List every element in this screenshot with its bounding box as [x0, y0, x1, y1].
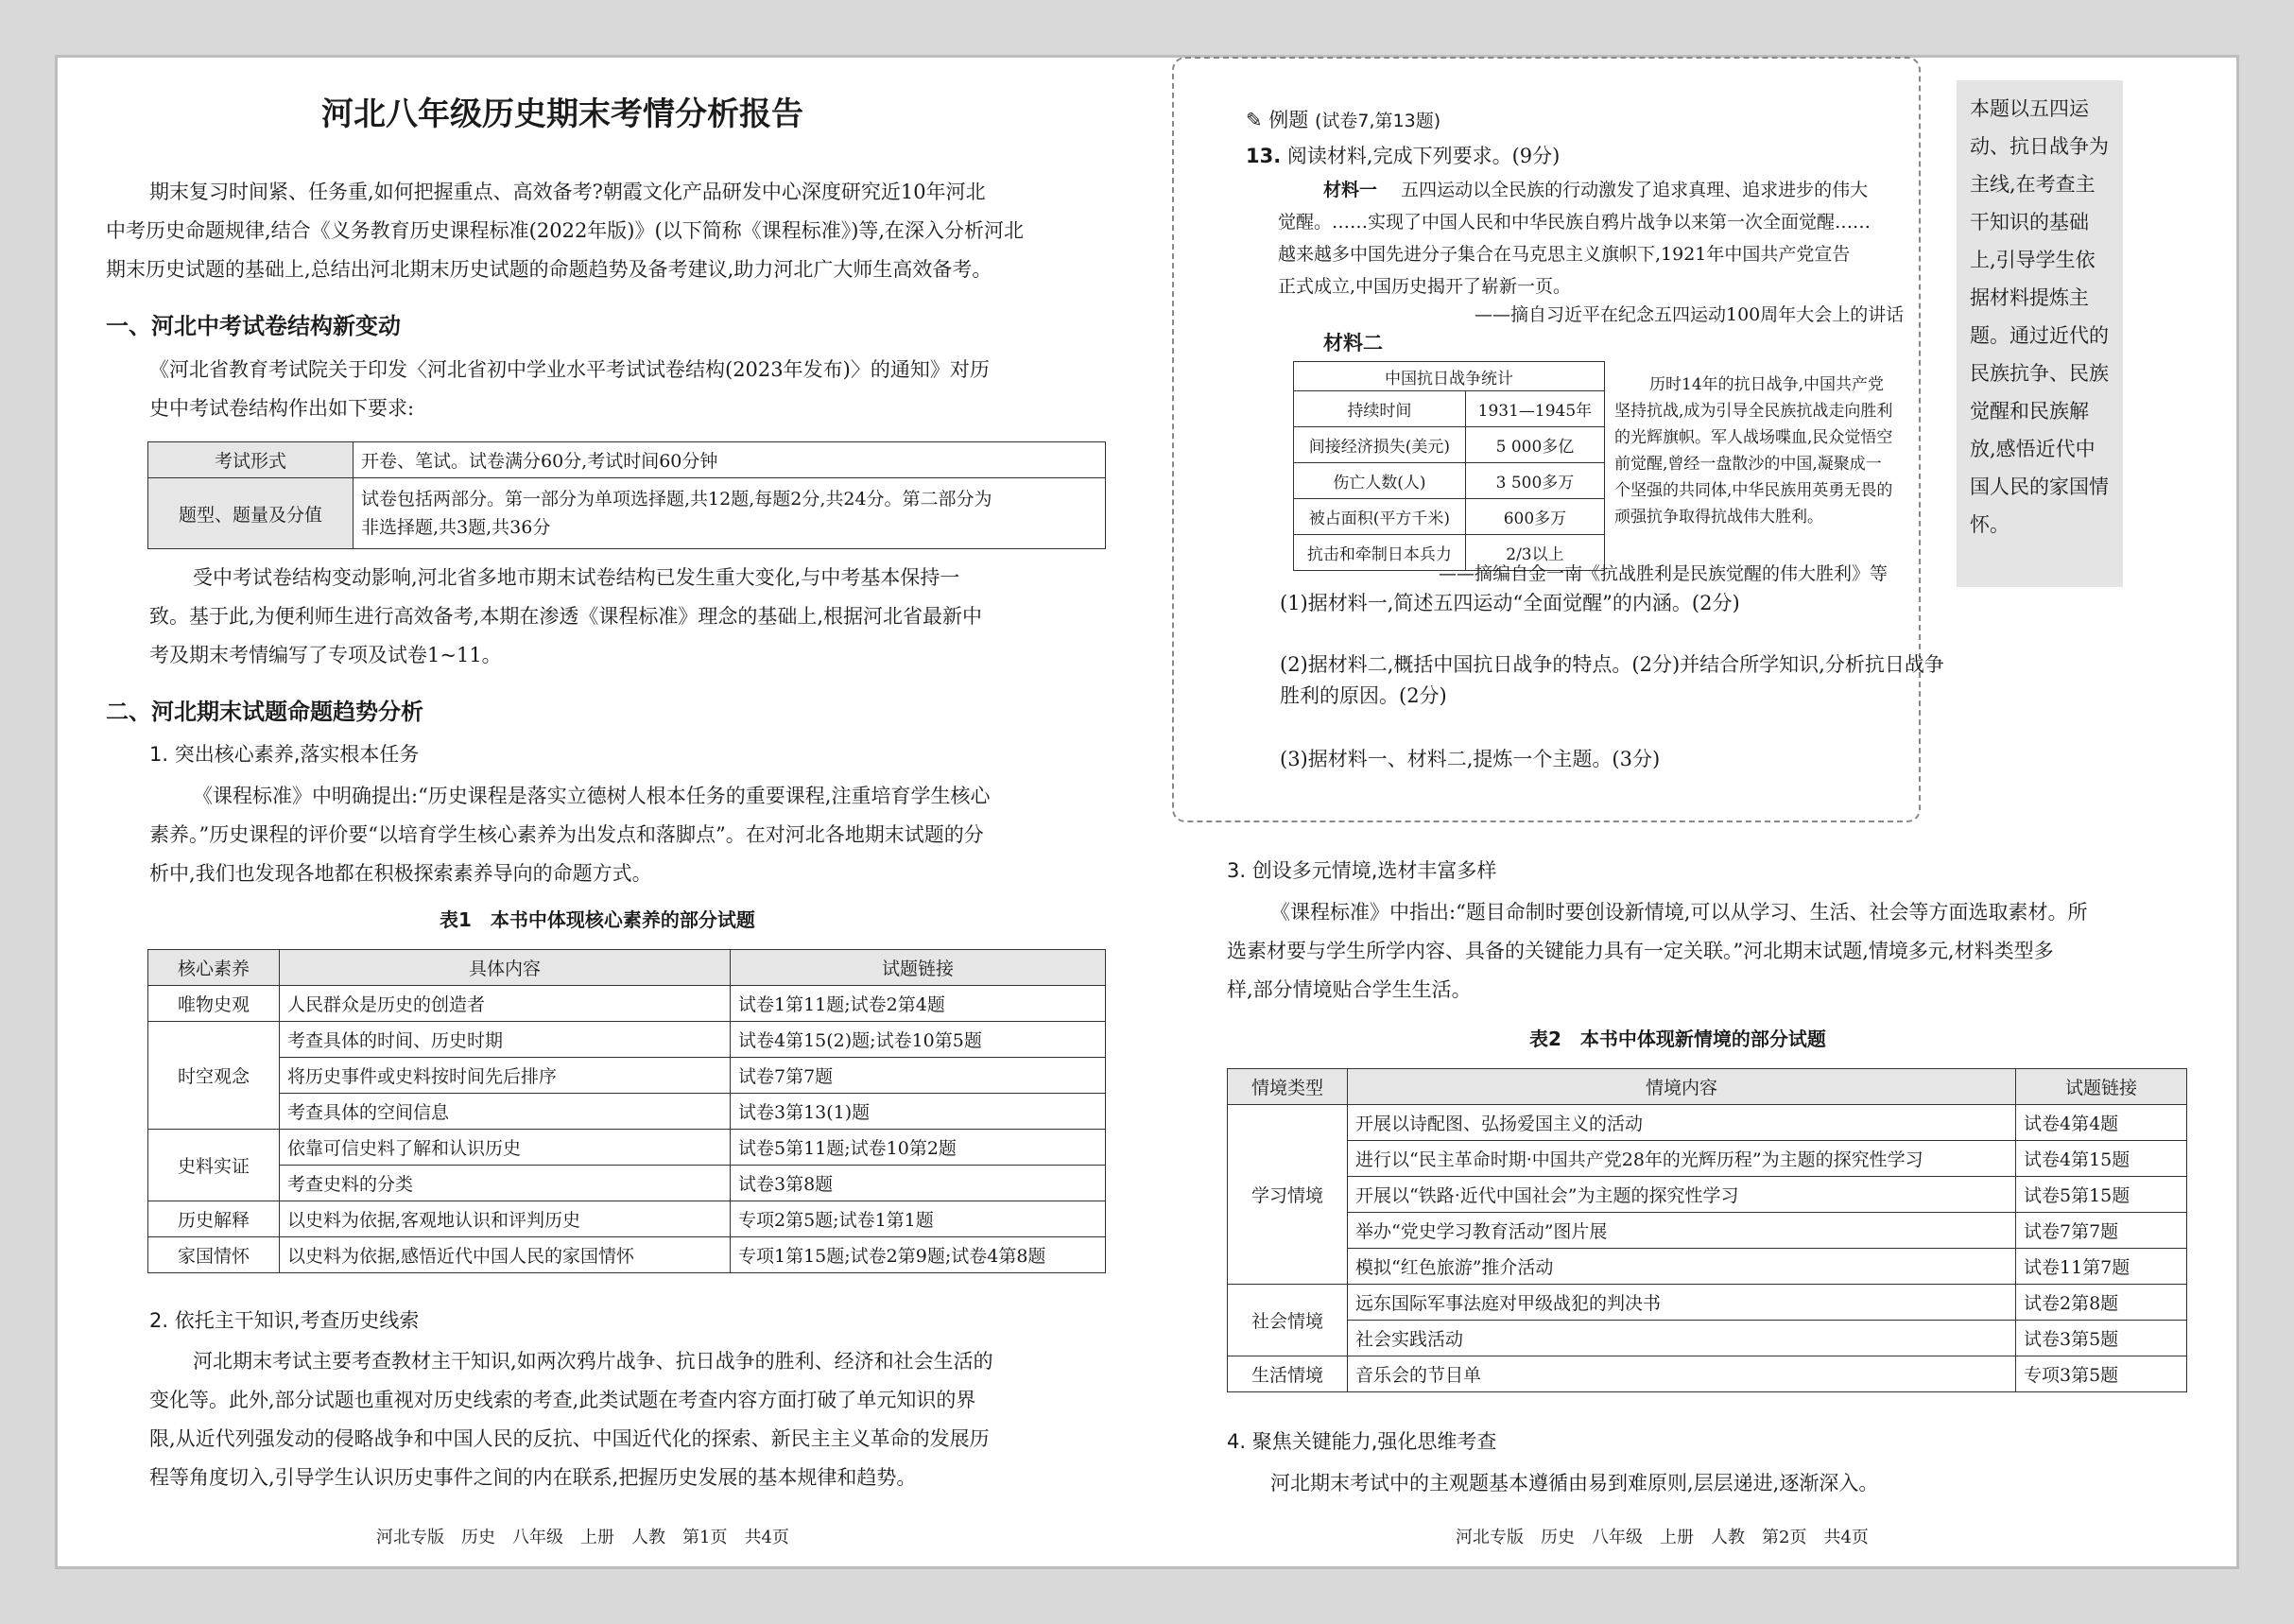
table-cell: 考查具体的时间、历史时期: [280, 1022, 731, 1058]
intro-line: 期末复习时间紧、任务重,如何把握重点、高效备考?朝霞文化产品研发中心深度研究近10年河北: [149, 181, 986, 203]
table-row: [1228, 1177, 2187, 1213]
example-source: (试卷7,第13题): [1314, 111, 1441, 131]
material-source: ——摘编自金一南《抗战胜利是民族觉醒的伟大胜利》等: [1439, 563, 1889, 584]
table-cell: 试卷5第11题;试卷10第2题: [731, 1130, 1106, 1166]
table-row: [1228, 1213, 2187, 1249]
table-cell: 试卷4第4题: [2016, 1105, 2187, 1141]
page-footer: 河北专版 历史 八年级 上册 人教 第2页 共4页: [1456, 1528, 1869, 1547]
cell-line: 非选择题,共3题,共36分: [361, 517, 551, 538]
material-line: 正式成立,中国历史揭开了崭新一页。: [1278, 276, 1572, 297]
table-row: [1228, 1321, 2187, 1356]
sub4-line: 河北期末考试中的主观题基本遵循由易到难原则,层层递进,逐渐深入。: [1270, 1472, 1879, 1494]
table-cell: 依靠可信史料了解和认识历史: [280, 1130, 731, 1166]
question-text: 阅读材料,完成下列要求。(9分): [1286, 145, 1561, 167]
sub-question: (1)据材料一,简述五四运动“全面觉醒”的内涵。(2分): [1280, 592, 1740, 614]
table-cell: 试卷7第7题: [2016, 1213, 2187, 1249]
table-row: [148, 1237, 1106, 1273]
table-cell: 持续时间: [1294, 391, 1466, 427]
sub3-line: 样,部分情境贴合学生生活。: [1227, 978, 1472, 1001]
table-cell: 人民群众是历史的创造者: [280, 986, 731, 1022]
war-statistics-table: [1293, 361, 1605, 571]
table-cell: 试卷1第11题;试卷2第4题: [731, 986, 1106, 1022]
material-2-text-line: 的光辉旗帜。军人战场喋血,民众觉悟空: [1614, 428, 1893, 447]
page-footer: 河北专版 历史 八年级 上册 人教 第1页 共4页: [376, 1528, 789, 1547]
teaching-note: 本题以五四运动、抗日战争为主线,在考查主干知识的基础上,引导学生依据材料提炼主题。通过近代的民族抗争、民族觉醒和民族解放,感悟近代中国人民的家国情怀。: [1957, 80, 2123, 587]
sub2-line: 河北期末考试主要考查教材主干知识,如两次鸦片战争、抗日战争的胜利、经济和社会生活的: [193, 1350, 993, 1373]
question-number: 13.: [1246, 145, 1282, 167]
material-line: [1323, 178, 1868, 202]
section-2-title: 二、河北期末试题命题趋势分析: [106, 699, 423, 725]
table-cell: 音乐会的节目单: [1348, 1356, 2016, 1392]
table-row: [148, 1130, 1106, 1166]
sec1-line: 史中考试卷结构作出如下要求:: [149, 397, 415, 420]
material-source: ——摘自习近平在纪念五四运动100周年大会上的讲话: [1475, 304, 1905, 325]
table-cell: 3 500多万: [1465, 463, 1604, 499]
table-cell: 开展以“铁路·近代中国社会”为主题的探究性学习: [1348, 1177, 2016, 1213]
sub3-line: 选素材要与学生所学内容、具备的关键能力具有一定关联。”河北期末试题,情境多元,材料类型多: [1227, 940, 2054, 962]
table-row: [148, 1058, 1106, 1094]
table-cell: 以史料为依据,感悟近代中国人民的家国情怀: [280, 1237, 731, 1273]
sub3-line: 《课程标准》中指出:“题目命制时要创设新情境,可以从学习、生活、社会等方面选取素材。所: [1270, 901, 2088, 924]
table-cell: 社会实践活动: [1348, 1321, 2016, 1356]
page-title: 河北八年级历史期末考情分析报告: [321, 95, 803, 133]
table-cell: 试卷5第15题: [2016, 1177, 2187, 1213]
subsection-1-title: 1. 突出核心素养,落实根本任务: [149, 743, 420, 766]
sec1-line: 致。基于此,为便利师生进行高效备考,本期在渗透《课程标准》理念的基础上,根据河北省最新中: [149, 605, 983, 628]
question-stem: [1246, 144, 1560, 168]
table-header: 中国抗日战争统计: [1294, 362, 1605, 391]
table-2-caption: 表2 本书中体现新情境的部分试题: [1529, 1028, 1826, 1050]
table-cell: 专项2第5题;试卷1第1题: [731, 1201, 1106, 1237]
table-cell: 600多万: [1465, 499, 1604, 535]
sub1-line: 《课程标准》中明确提出:“历史课程是落实立德树人根本任务的重要课程,注重培育学生核心: [193, 785, 991, 807]
sec1-line: 受中考试卷结构变动影响,河北省多地市期末试卷结构已发生重大变化,与中考基本保持一: [193, 566, 960, 589]
table-row: [1294, 463, 1605, 499]
group-cell: 时空观念: [148, 1022, 280, 1130]
table-cell: 举办“党史学习教育活动”图片展: [1348, 1213, 2016, 1249]
table-cell: 被占面积(平方千米): [1294, 499, 1466, 535]
table-cell: 考试形式: [148, 442, 354, 478]
table-cell: 以史料为依据,客观地认识和评判历史: [280, 1201, 731, 1237]
table-row: [148, 1094, 1106, 1130]
table-cell: 将历史事件或史料按时间先后排序: [280, 1058, 731, 1094]
context-table: [1227, 1068, 2187, 1392]
table-row: [148, 986, 1106, 1022]
table-cell: 开卷、笔试。试卷满分60分,考试时间60分钟: [354, 442, 1106, 478]
table-row: [1228, 1141, 2187, 1177]
table-cell: 考查史料的分类: [280, 1166, 731, 1201]
table-cell: 试卷4第15题: [2016, 1141, 2187, 1177]
material-2-label: 材料二: [1323, 332, 1383, 354]
cell-line: 试卷包括两部分。第一部分为单项选择题,共12题,每题2分,共24分。第二部分为: [361, 489, 992, 510]
table-cell: 试卷4第15(2)题;试卷10第5题: [731, 1022, 1106, 1058]
table-cell: 抗击和牵制日本兵力: [1294, 535, 1466, 571]
group-cell: 历史解释: [148, 1201, 280, 1237]
table-cell: 远东国际军事法庭对甲级战犯的判决书: [1348, 1285, 2016, 1321]
table-cell: [354, 478, 1106, 549]
table-cell: 2/3以上: [1465, 535, 1604, 571]
example-icon: ✎: [1246, 109, 1263, 131]
material-2-text-line: 前觉醒,曾经一盘散沙的中国,凝聚成一: [1614, 455, 1882, 474]
table-header: 试题链接: [731, 950, 1106, 986]
table-row: [1294, 427, 1605, 463]
core-literacy-table: [147, 949, 1106, 1273]
table-cell: 开展以诗配图、弘扬爱国主义的活动: [1348, 1105, 2016, 1141]
table-row: [1228, 1356, 2187, 1392]
material-text: 五四运动以全民族的行动激发了追求真理、追求进步的伟大: [1401, 180, 1869, 200]
group-cell: 唯物史观: [148, 986, 280, 1022]
table-cell: 试卷3第13(1)题: [731, 1094, 1106, 1130]
group-cell: 家国情怀: [148, 1237, 280, 1273]
table-cell: 题型、题量及分值: [148, 478, 354, 549]
table-header: 情境内容: [1348, 1069, 2016, 1105]
example-label-text: 例题: [1268, 109, 1309, 131]
material-1-label: 材料一: [1323, 180, 1378, 200]
material-2-text-line: 历时14年的抗日战争,中国共产党: [1649, 375, 1885, 394]
material-line: 觉醒。……实现了中国人民和中华民族自鸦片战争以来第一次全面觉醒……: [1278, 212, 1871, 233]
table-header: 情境类型: [1228, 1069, 1348, 1105]
sub-question: (3)据材料一、材料二,提炼一个主题。(3分): [1280, 748, 1661, 770]
table-cell: 伤亡人数(人): [1294, 463, 1466, 499]
material-2-text-line: 坚持抗战,成为引导全民族抗战走向胜利: [1614, 402, 1893, 421]
table-cell: 专项1第15题;试卷2第9题;试卷4第8题: [731, 1237, 1106, 1273]
sec1-line: 考及期末考情编写了专项及试卷1~11。: [149, 644, 502, 666]
group-cell: 史料实证: [148, 1130, 280, 1201]
table-cell: 间接经济损失(美元): [1294, 427, 1466, 463]
sub-question: 胜利的原因。(2分): [1280, 684, 1447, 707]
table-row: [1228, 1285, 2187, 1321]
sub1-line: 素养。”历史课程的评价要“以培育学生核心素养为出发点和落脚点”。在对河北各地期末试题的分: [149, 823, 984, 846]
table-row: [148, 1166, 1106, 1201]
table-cell: 进行以“民主革命时期·中国共产党28年的光辉历程”为主题的探究性学习: [1348, 1141, 2016, 1177]
table-cell: 5 000多亿: [1465, 427, 1604, 463]
table-row: [1228, 1105, 2187, 1141]
table-row: [148, 1201, 1106, 1237]
sub2-line: 限,从近代列强发动的侵略战争和中国人民的反抗、中国近代化的探索、新民主主义革命的发展历: [149, 1427, 990, 1450]
table-row: [1294, 391, 1605, 427]
table-cell: 考查具体的空间信息: [280, 1094, 731, 1130]
section-1-title: 一、河北中考试卷结构新变动: [106, 313, 401, 339]
material-2-text-line: 顽强抗争取得抗战伟大胜利。: [1614, 508, 1823, 527]
intro-line: 中考历史命题规律,结合《义务教育历史课程标准(2022年版)》(以下简称《课程标准》)等,在深入分析河北: [106, 219, 1025, 242]
sub-question: (2)据材料二,概括中国抗日战争的特点。(2分)并结合所学知识,分析抗日战争: [1280, 653, 1944, 676]
group-cell: 学习情境: [1228, 1105, 1348, 1285]
group-cell: 社会情境: [1228, 1285, 1348, 1356]
exam-structure-table: [147, 441, 1106, 549]
sub2-line: 变化等。此外,部分试题也重视对历史线索的考查,此类试题在考查内容方面打破了单元知识的界: [149, 1389, 976, 1411]
subsection-3-title: 3. 创设多元情境,选材丰富多样: [1227, 859, 1497, 882]
table-1-caption: 表1 本书中体现核心素养的部分试题: [440, 908, 755, 931]
subsection-2-title: 2. 依托主干知识,考查历史线索: [149, 1309, 420, 1332]
table-cell: 试卷2第8题: [2016, 1285, 2187, 1321]
example-label: [1240, 108, 1446, 133]
sec1-line: 《河北省教育考试院关于印发〈河北省初中学业水平考试试卷结构(2023年发布)〉的通知》对历: [149, 358, 990, 381]
table-header: 试题链接: [2016, 1069, 2187, 1105]
sub1-line: 析中,我们也发现各地都在积极探索素养导向的命题方式。: [149, 862, 652, 885]
material-line: 越来越多中国先进分子集合在马克思主义旗帜下,1921年中国共产党宣告: [1278, 244, 1851, 265]
table-cell: 试卷3第5题: [2016, 1321, 2187, 1356]
group-cell: 生活情境: [1228, 1356, 1348, 1392]
table-row: [1294, 499, 1605, 535]
table-cell: 1931—1945年: [1465, 391, 1604, 427]
table-cell: 试卷7第7题: [731, 1058, 1106, 1094]
table-cell: 试卷3第8题: [731, 1166, 1106, 1201]
table-cell: 模拟“红色旅游”推介活动: [1348, 1249, 2016, 1285]
table-header: 具体内容: [280, 950, 731, 986]
table-row: [148, 1022, 1106, 1058]
table-row: [1228, 1249, 2187, 1285]
table-cell: 专项3第5题: [2016, 1356, 2187, 1392]
sub2-line: 程等角度切入,引导学生认识历史事件之间的内在联系,把握历史发展的基本规律和趋势。: [149, 1466, 917, 1489]
table-cell: 试卷11第7题: [2016, 1249, 2187, 1285]
material-2-text-line: 个坚强的共同体,中华民族用英勇无畏的: [1614, 481, 1893, 500]
intro-line: 期末历史试题的基础上,总结出河北期末历史试题的命题趋势及备考建议,助力河北广大师生高效备考。: [106, 258, 992, 281]
subsection-4-title: 4. 聚焦关键能力,强化思维考查: [1227, 1430, 1497, 1453]
table-header: 核心素养: [148, 950, 280, 986]
